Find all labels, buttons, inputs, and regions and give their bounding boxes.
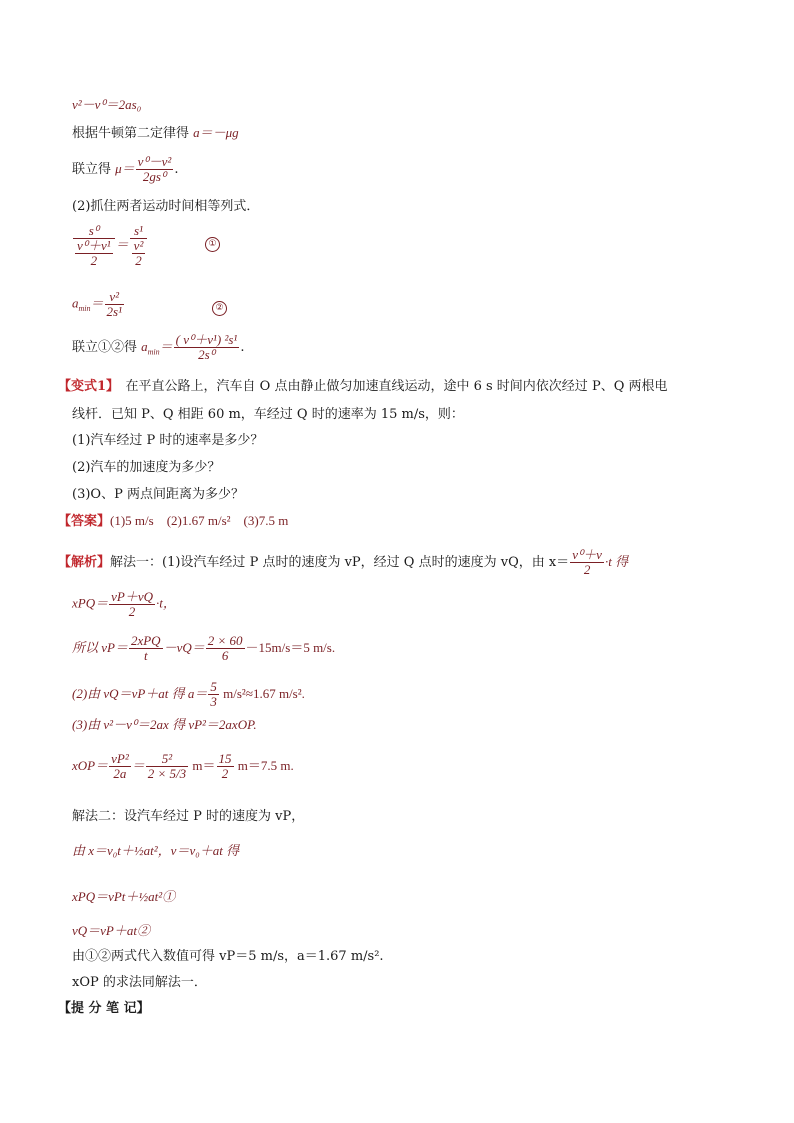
question-1: (1)汽车经过 P 时的速率是多少？ <box>72 433 264 448</box>
analysis-line1: 【解析】解法一：(1)设汽车经过 P 点时的速度为 vP，经过 Q 点时的速度为 vQ，由 x＝ $\frac{\text{v⁰＋v}}{2}$ ·t 得 <box>58 547 629 577</box>
question-3: (3)O、P 两点间距离为多少？ <box>72 487 244 502</box>
method2-eq2: xPQ＝vPt＋½at²① <box>72 889 176 904</box>
eq-amin: $a_{min}=$ $\frac{\text{v²}}{\text{2s¹}}$ <box>72 289 122 319</box>
eq-mu-line: 联立得 μ＝ $\frac{\text{v⁰－v²}}{\text{2gs⁰}}$ . <box>72 154 179 184</box>
eq-amin-combined: 联立①②得 $a_{min}=$ $\frac{\text{( v⁰＋v¹) ²s¹}}{\text{2s⁰}}$ . <box>72 332 245 362</box>
variant-problem-line1: 【变式1】 在平直公路上，汽车自 O 点由静止做匀加速直线运动，途中 6 s 时间内依次经过 P、Q 两根电 <box>58 379 668 394</box>
question-2: (2)汽车的加速度为多少？ <box>72 460 221 475</box>
eq-part3: (3)由 v²－v⁰＝2ax 得 vP²＝2axOP. <box>72 717 257 732</box>
method2-eq1: 由 x＝v₀t＋½at²，v＝v₀＋at 得 <box>72 843 240 858</box>
eq-vp: 所以 vP＝ $\frac{\text{2xPQ}}{t}$ －vQ＝ $\frac{2 \times 60}{6}$ －15m/s＝5 m/s. <box>72 633 336 663</box>
notes-heading: 【提 分 笔 记】 <box>58 1001 150 1016</box>
method2-result: 由①②两式代入数值可得 vP＝5 m/s，a＝1.67 m/s². <box>72 949 384 964</box>
eq-acceleration: (2)由 vQ＝vP＋at 得 a＝ $\frac{5}{3}$ m/s²≈1.67 m/s². <box>72 679 305 709</box>
eq-kinematics: v²－v⁰＝2as₀ <box>72 97 142 112</box>
mu-fraction: $\frac{\text{v⁰－v²}}{\text{2gs⁰}}$ <box>137 154 172 184</box>
eq-xpq: xPQ＝ $\frac{vP+vQ}{2}$ ·t， <box>72 589 176 619</box>
method2-eq3: vQ＝vP＋at② <box>72 923 150 938</box>
answer-line: 【答案】(1)5 m/s (2)1.67 m/s² (3)7.5 m <box>58 513 289 529</box>
method2-end: xOP 的求法同解法一． <box>72 975 207 990</box>
eq-newton-line: 根据牛顿第二定律得 a＝－μg <box>72 125 239 141</box>
eq2-marker: ② <box>212 300 227 318</box>
eq-xop: xOP＝ $\frac{\text{vP²}}{2a}$ ＝ $\frac{\text{5²}}{2 \times 5/3}$ m＝ $\frac{15}{2}$ m＝7.5 m. <box>72 751 294 781</box>
eq-time-equality: $\frac{\text{s⁰}}{\frac{\text{v⁰＋v¹}}{2}}$ ＝ $\frac{\text{s¹}}{\frac{\text{v²}}{2}}$ <box>72 224 148 268</box>
method2-intro: 解法二：设汽车经过 P 时的速度为 vP， <box>72 809 305 824</box>
part2-heading: (2)抓住两者运动时间相等列式． <box>72 199 260 214</box>
variant-problem-line2: 线杆．已知 P、Q 相距 60 m，车经过 Q 时的速率为 15 m/s，则： <box>72 407 464 422</box>
eq1-marker: ① <box>205 236 220 254</box>
